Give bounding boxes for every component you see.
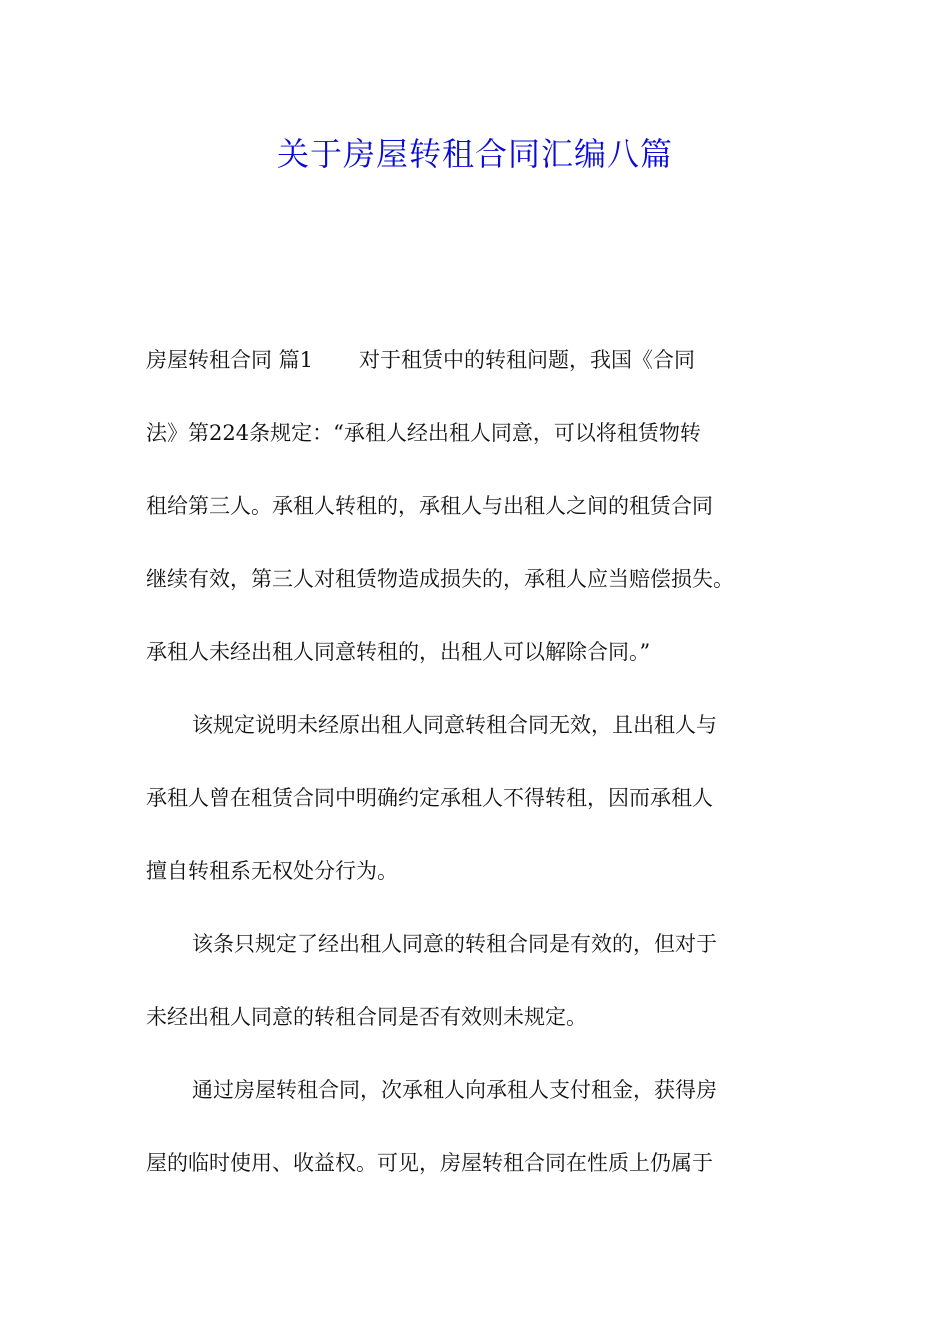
document-title: 关于房屋转租合同汇编八篇 (276, 135, 673, 173)
text-fragment: 对于租赁中的转租问题，我国《合同 (359, 348, 696, 372)
text-line: 该规定说明未经原出租人同意转租合同无效，且出租人与 (192, 713, 717, 737)
text-line: 承租人曾在租赁合同中明确约定承租人不得转租，因而承租人 (146, 786, 713, 810)
text-line: 承租人未经出租人同意转租的，出租人可以解除合同。” (146, 640, 651, 664)
section-heading: 房屋转租合同 篇1 (146, 348, 314, 372)
text-line: 屋的临时使用、收益权。可见，房屋转租合同在性质上仍属于 (146, 1151, 713, 1175)
text-line: 通过房屋转租合同，次承租人向承租人支付租金，获得房 (192, 1078, 717, 1102)
text-line: 该条只规定了经出租人同意的转租合同是有效的，但对于 (192, 932, 717, 956)
text-line: 继续有效，第三人对租赁物造成损失的，承租人应当赔偿损失。 (146, 567, 734, 591)
text-line (146, 341, 811, 379)
text-line: 擅自转租系无权处分行为。 (146, 859, 398, 883)
text-line: 未经出租人同意的转租合同是否有效则未规定。 (146, 1005, 587, 1029)
document-body (146, 341, 811, 1217)
text-line: 法》第224条规定：“承租人经出租人同意，可以将租赁物转 (146, 421, 701, 445)
text-line: 租给第三人。承租人转租的，承租人与出租人之间的租赁合同 (146, 494, 713, 518)
